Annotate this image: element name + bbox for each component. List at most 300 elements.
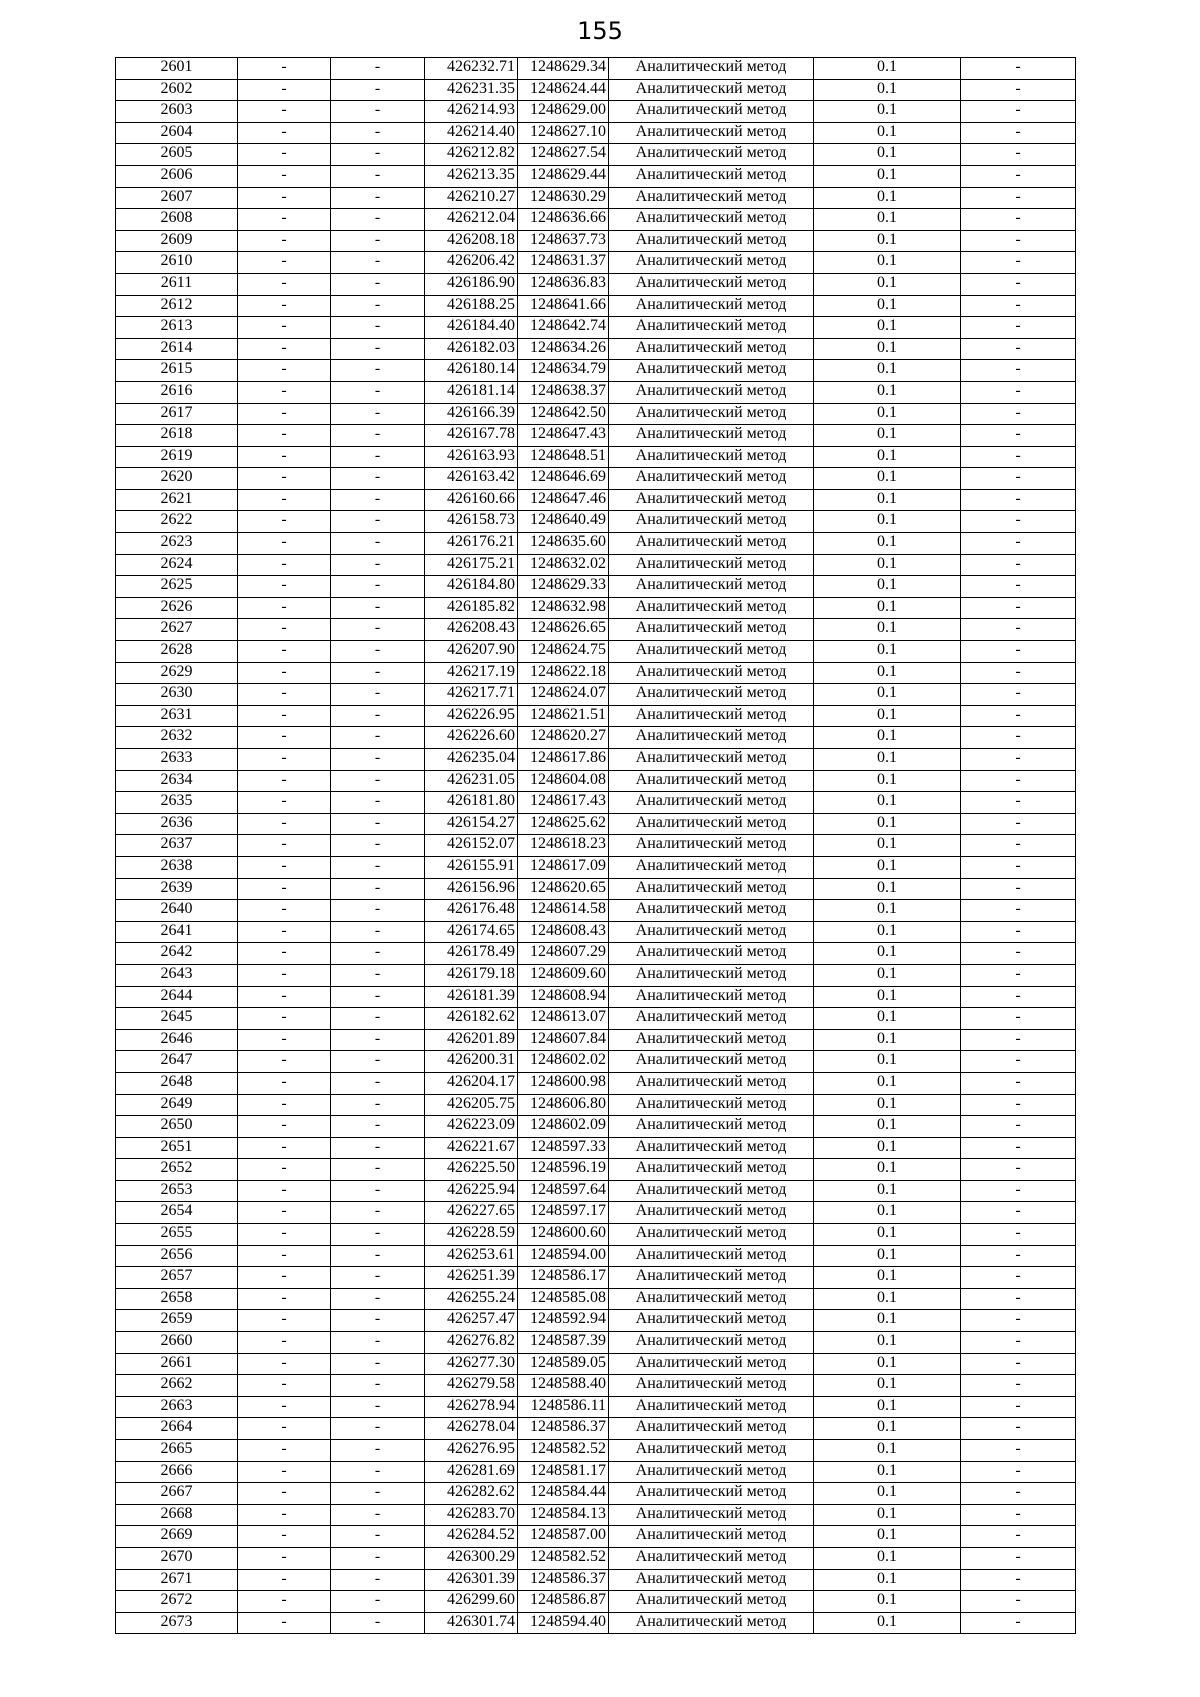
note-cell: - bbox=[961, 468, 1076, 490]
empty-value-cell: - bbox=[331, 1180, 425, 1202]
accuracy-cell: 0.1 bbox=[814, 1483, 961, 1505]
point-number-cell: 2614 bbox=[116, 338, 238, 360]
empty-value-cell: - bbox=[331, 684, 425, 706]
accuracy-cell: 0.1 bbox=[814, 1051, 961, 1073]
empty-value-cell: - bbox=[238, 1224, 331, 1246]
x-coordinate-cell: 426163.42 bbox=[425, 468, 518, 490]
table-row bbox=[116, 1072, 1076, 1094]
x-coordinate-cell: 426212.82 bbox=[425, 144, 518, 166]
method-cell: Аналитический метод bbox=[609, 1224, 814, 1246]
x-coordinate-cell: 426180.14 bbox=[425, 360, 518, 382]
point-number-cell: 2620 bbox=[116, 468, 238, 490]
note-cell: - bbox=[961, 1159, 1076, 1181]
method-cell: Аналитический метод bbox=[609, 856, 814, 878]
table-row bbox=[116, 813, 1076, 835]
empty-value-cell: - bbox=[238, 597, 331, 619]
x-coordinate-cell: 426277.30 bbox=[425, 1353, 518, 1375]
x-coordinate-cell: 426184.40 bbox=[425, 317, 518, 339]
accuracy-cell: 0.1 bbox=[814, 252, 961, 274]
point-number-cell: 2645 bbox=[116, 1008, 238, 1030]
x-coordinate-cell: 426255.24 bbox=[425, 1288, 518, 1310]
x-coordinate-cell: 426204.17 bbox=[425, 1072, 518, 1094]
table-row bbox=[116, 1310, 1076, 1332]
y-coordinate-cell: 1248608.94 bbox=[518, 986, 609, 1008]
empty-value-cell: - bbox=[238, 360, 331, 382]
empty-value-cell: - bbox=[331, 641, 425, 663]
method-cell: Аналитический метод bbox=[609, 1375, 814, 1397]
x-coordinate-cell: 426217.71 bbox=[425, 684, 518, 706]
table-row bbox=[116, 1418, 1076, 1440]
note-cell: - bbox=[961, 338, 1076, 360]
table-row bbox=[116, 1094, 1076, 1116]
empty-value-cell: - bbox=[331, 1353, 425, 1375]
note-cell: - bbox=[961, 1332, 1076, 1354]
empty-value-cell: - bbox=[238, 187, 331, 209]
empty-value-cell: - bbox=[238, 1440, 331, 1462]
note-cell: - bbox=[961, 1310, 1076, 1332]
empty-value-cell: - bbox=[238, 792, 331, 814]
accuracy-cell: 0.1 bbox=[814, 381, 961, 403]
empty-value-cell: - bbox=[331, 58, 425, 80]
y-coordinate-cell: 1248586.87 bbox=[518, 1591, 609, 1613]
accuracy-cell: 0.1 bbox=[814, 576, 961, 598]
table-row bbox=[116, 425, 1076, 447]
point-number-cell: 2630 bbox=[116, 684, 238, 706]
empty-value-cell: - bbox=[331, 101, 425, 123]
empty-value-cell: - bbox=[238, 489, 331, 511]
x-coordinate-cell: 426214.93 bbox=[425, 101, 518, 123]
empty-value-cell: - bbox=[238, 641, 331, 663]
empty-value-cell: - bbox=[238, 1029, 331, 1051]
empty-value-cell: - bbox=[238, 1591, 331, 1613]
point-number-cell: 2618 bbox=[116, 425, 238, 447]
empty-value-cell: - bbox=[331, 1116, 425, 1138]
y-coordinate-cell: 1248613.07 bbox=[518, 1008, 609, 1030]
method-cell: Аналитический метод bbox=[609, 1288, 814, 1310]
note-cell: - bbox=[961, 943, 1076, 965]
y-coordinate-cell: 1248596.19 bbox=[518, 1159, 609, 1181]
empty-value-cell: - bbox=[331, 921, 425, 943]
empty-value-cell: - bbox=[331, 770, 425, 792]
accuracy-cell: 0.1 bbox=[814, 511, 961, 533]
empty-value-cell: - bbox=[331, 273, 425, 295]
y-coordinate-cell: 1248587.39 bbox=[518, 1332, 609, 1354]
empty-value-cell: - bbox=[238, 1547, 331, 1569]
empty-value-cell: - bbox=[331, 597, 425, 619]
empty-value-cell: - bbox=[238, 1504, 331, 1526]
empty-value-cell: - bbox=[331, 122, 425, 144]
empty-value-cell: - bbox=[238, 770, 331, 792]
empty-value-cell: - bbox=[238, 813, 331, 835]
note-cell: - bbox=[961, 705, 1076, 727]
note-cell: - bbox=[961, 79, 1076, 101]
table-row bbox=[116, 338, 1076, 360]
empty-value-cell: - bbox=[331, 1547, 425, 1569]
y-coordinate-cell: 1248631.37 bbox=[518, 252, 609, 274]
y-coordinate-cell: 1248648.51 bbox=[518, 446, 609, 468]
note-cell: - bbox=[961, 381, 1076, 403]
table-row bbox=[116, 209, 1076, 231]
accuracy-cell: 0.1 bbox=[814, 964, 961, 986]
empty-value-cell: - bbox=[331, 619, 425, 641]
x-coordinate-cell: 426213.35 bbox=[425, 165, 518, 187]
note-cell: - bbox=[961, 1094, 1076, 1116]
note-cell: - bbox=[961, 792, 1076, 814]
point-number-cell: 2622 bbox=[116, 511, 238, 533]
y-coordinate-cell: 1248632.98 bbox=[518, 597, 609, 619]
y-coordinate-cell: 1248637.73 bbox=[518, 230, 609, 252]
method-cell: Аналитический метод bbox=[609, 273, 814, 295]
table-row bbox=[116, 403, 1076, 425]
y-coordinate-cell: 1248634.26 bbox=[518, 338, 609, 360]
x-coordinate-cell: 426176.21 bbox=[425, 533, 518, 555]
table-row bbox=[116, 1396, 1076, 1418]
accuracy-cell: 0.1 bbox=[814, 230, 961, 252]
empty-value-cell: - bbox=[238, 511, 331, 533]
table-row bbox=[116, 1483, 1076, 1505]
empty-value-cell: - bbox=[238, 1569, 331, 1591]
method-cell: Аналитический метод bbox=[609, 317, 814, 339]
empty-value-cell: - bbox=[331, 79, 425, 101]
accuracy-cell: 0.1 bbox=[814, 1418, 961, 1440]
empty-value-cell: - bbox=[331, 360, 425, 382]
x-coordinate-cell: 426181.14 bbox=[425, 381, 518, 403]
table-row bbox=[116, 1202, 1076, 1224]
method-cell: Аналитический метод bbox=[609, 835, 814, 857]
point-number-cell: 2604 bbox=[116, 122, 238, 144]
method-cell: Аналитический метод bbox=[609, 986, 814, 1008]
note-cell: - bbox=[961, 597, 1076, 619]
note-cell: - bbox=[961, 101, 1076, 123]
y-coordinate-cell: 1248597.64 bbox=[518, 1180, 609, 1202]
method-cell: Аналитический метод bbox=[609, 1504, 814, 1526]
empty-value-cell: - bbox=[331, 878, 425, 900]
empty-value-cell: - bbox=[238, 1072, 331, 1094]
y-coordinate-cell: 1248586.17 bbox=[518, 1267, 609, 1289]
empty-value-cell: - bbox=[331, 943, 425, 965]
table-row bbox=[116, 1008, 1076, 1030]
table-row bbox=[116, 1051, 1076, 1073]
method-cell: Аналитический метод bbox=[609, 511, 814, 533]
empty-value-cell: - bbox=[331, 165, 425, 187]
table-row bbox=[116, 1288, 1076, 1310]
empty-value-cell: - bbox=[238, 381, 331, 403]
x-coordinate-cell: 426282.62 bbox=[425, 1483, 518, 1505]
method-cell: Аналитический метод bbox=[609, 489, 814, 511]
empty-value-cell: - bbox=[331, 1159, 425, 1181]
empty-value-cell: - bbox=[238, 727, 331, 749]
empty-value-cell: - bbox=[238, 79, 331, 101]
table-row bbox=[116, 1116, 1076, 1138]
x-coordinate-cell: 426208.43 bbox=[425, 619, 518, 641]
y-coordinate-cell: 1248627.54 bbox=[518, 144, 609, 166]
accuracy-cell: 0.1 bbox=[814, 1288, 961, 1310]
y-coordinate-cell: 1248607.29 bbox=[518, 943, 609, 965]
table-row bbox=[116, 835, 1076, 857]
note-cell: - bbox=[961, 1180, 1076, 1202]
empty-value-cell: - bbox=[238, 1137, 331, 1159]
accuracy-cell: 0.1 bbox=[814, 900, 961, 922]
y-coordinate-cell: 1248622.18 bbox=[518, 662, 609, 684]
empty-value-cell: - bbox=[238, 856, 331, 878]
x-coordinate-cell: 426278.04 bbox=[425, 1418, 518, 1440]
empty-value-cell: - bbox=[331, 1245, 425, 1267]
y-coordinate-cell: 1248584.13 bbox=[518, 1504, 609, 1526]
table-row bbox=[116, 597, 1076, 619]
empty-value-cell: - bbox=[238, 554, 331, 576]
empty-value-cell: - bbox=[331, 1137, 425, 1159]
note-cell: - bbox=[961, 1224, 1076, 1246]
y-coordinate-cell: 1248592.94 bbox=[518, 1310, 609, 1332]
method-cell: Аналитический метод bbox=[609, 1461, 814, 1483]
accuracy-cell: 0.1 bbox=[814, 1461, 961, 1483]
x-coordinate-cell: 426301.74 bbox=[425, 1612, 518, 1634]
point-number-cell: 2647 bbox=[116, 1051, 238, 1073]
note-cell: - bbox=[961, 317, 1076, 339]
note-cell: - bbox=[961, 813, 1076, 835]
accuracy-cell: 0.1 bbox=[814, 144, 961, 166]
method-cell: Аналитический метод bbox=[609, 964, 814, 986]
point-number-cell: 2644 bbox=[116, 986, 238, 1008]
method-cell: Аналитический метод bbox=[609, 1332, 814, 1354]
point-number-cell: 2610 bbox=[116, 252, 238, 274]
table-row bbox=[116, 986, 1076, 1008]
y-coordinate-cell: 1248594.40 bbox=[518, 1612, 609, 1634]
empty-value-cell: - bbox=[238, 662, 331, 684]
empty-value-cell: - bbox=[238, 1267, 331, 1289]
y-coordinate-cell: 1248635.60 bbox=[518, 533, 609, 555]
x-coordinate-cell: 426178.49 bbox=[425, 943, 518, 965]
accuracy-cell: 0.1 bbox=[814, 58, 961, 80]
accuracy-cell: 0.1 bbox=[814, 360, 961, 382]
note-cell: - bbox=[961, 1440, 1076, 1462]
empty-value-cell: - bbox=[331, 835, 425, 857]
method-cell: Аналитический метод bbox=[609, 1245, 814, 1267]
accuracy-cell: 0.1 bbox=[814, 1310, 961, 1332]
table-row bbox=[116, 122, 1076, 144]
note-cell: - bbox=[961, 489, 1076, 511]
y-coordinate-cell: 1248585.08 bbox=[518, 1288, 609, 1310]
point-number-cell: 2621 bbox=[116, 489, 238, 511]
note-cell: - bbox=[961, 900, 1076, 922]
accuracy-cell: 0.1 bbox=[814, 533, 961, 555]
y-coordinate-cell: 1248582.52 bbox=[518, 1547, 609, 1569]
y-coordinate-cell: 1248625.62 bbox=[518, 813, 609, 835]
note-cell: - bbox=[961, 1267, 1076, 1289]
x-coordinate-cell: 426207.90 bbox=[425, 641, 518, 663]
point-number-cell: 2667 bbox=[116, 1483, 238, 1505]
point-number-cell: 2616 bbox=[116, 381, 238, 403]
method-cell: Аналитический метод bbox=[609, 209, 814, 231]
accuracy-cell: 0.1 bbox=[814, 468, 961, 490]
y-coordinate-cell: 1248629.44 bbox=[518, 165, 609, 187]
empty-value-cell: - bbox=[331, 749, 425, 771]
note-cell: - bbox=[961, 209, 1076, 231]
y-coordinate-cell: 1248587.00 bbox=[518, 1526, 609, 1548]
x-coordinate-cell: 426158.73 bbox=[425, 511, 518, 533]
method-cell: Аналитический метод bbox=[609, 1591, 814, 1613]
note-cell: - bbox=[961, 360, 1076, 382]
x-coordinate-cell: 426175.21 bbox=[425, 554, 518, 576]
method-cell: Аналитический метод bbox=[609, 1267, 814, 1289]
table-row bbox=[116, 295, 1076, 317]
point-number-cell: 2641 bbox=[116, 921, 238, 943]
accuracy-cell: 0.1 bbox=[814, 1072, 961, 1094]
accuracy-cell: 0.1 bbox=[814, 1029, 961, 1051]
y-coordinate-cell: 1248581.17 bbox=[518, 1461, 609, 1483]
point-number-cell: 2654 bbox=[116, 1202, 238, 1224]
empty-value-cell: - bbox=[331, 489, 425, 511]
empty-value-cell: - bbox=[331, 1569, 425, 1591]
accuracy-cell: 0.1 bbox=[814, 792, 961, 814]
empty-value-cell: - bbox=[238, 749, 331, 771]
x-coordinate-cell: 426276.95 bbox=[425, 1440, 518, 1462]
table-row bbox=[116, 641, 1076, 663]
point-number-cell: 2625 bbox=[116, 576, 238, 598]
point-number-cell: 2624 bbox=[116, 554, 238, 576]
empty-value-cell: - bbox=[238, 1288, 331, 1310]
x-coordinate-cell: 426188.25 bbox=[425, 295, 518, 317]
point-number-cell: 2662 bbox=[116, 1375, 238, 1397]
method-cell: Аналитический метод bbox=[609, 1094, 814, 1116]
empty-value-cell: - bbox=[238, 165, 331, 187]
y-coordinate-cell: 1248620.27 bbox=[518, 727, 609, 749]
y-coordinate-cell: 1248629.00 bbox=[518, 101, 609, 123]
empty-value-cell: - bbox=[238, 317, 331, 339]
method-cell: Аналитический метод bbox=[609, 921, 814, 943]
method-cell: Аналитический метод bbox=[609, 943, 814, 965]
empty-value-cell: - bbox=[331, 446, 425, 468]
point-number-cell: 2612 bbox=[116, 295, 238, 317]
x-coordinate-cell: 426179.18 bbox=[425, 964, 518, 986]
point-number-cell: 2640 bbox=[116, 900, 238, 922]
accuracy-cell: 0.1 bbox=[814, 1504, 961, 1526]
y-coordinate-cell: 1248600.60 bbox=[518, 1224, 609, 1246]
accuracy-cell: 0.1 bbox=[814, 446, 961, 468]
method-cell: Аналитический метод bbox=[609, 101, 814, 123]
point-number-cell: 2632 bbox=[116, 727, 238, 749]
empty-value-cell: - bbox=[238, 835, 331, 857]
note-cell: - bbox=[961, 1116, 1076, 1138]
method-cell: Аналитический метод bbox=[609, 576, 814, 598]
x-coordinate-cell: 426301.39 bbox=[425, 1569, 518, 1591]
accuracy-cell: 0.1 bbox=[814, 705, 961, 727]
method-cell: Аналитический метод bbox=[609, 1418, 814, 1440]
method-cell: Аналитический метод bbox=[609, 468, 814, 490]
note-cell: - bbox=[961, 187, 1076, 209]
table-row bbox=[116, 684, 1076, 706]
empty-value-cell: - bbox=[238, 1483, 331, 1505]
x-coordinate-cell: 426200.31 bbox=[425, 1051, 518, 1073]
x-coordinate-cell: 426184.80 bbox=[425, 576, 518, 598]
note-cell: - bbox=[961, 1461, 1076, 1483]
accuracy-cell: 0.1 bbox=[814, 101, 961, 123]
method-cell: Аналитический метод bbox=[609, 58, 814, 80]
point-number-cell: 2672 bbox=[116, 1591, 238, 1613]
accuracy-cell: 0.1 bbox=[814, 1137, 961, 1159]
method-cell: Аналитический метод bbox=[609, 1483, 814, 1505]
x-coordinate-cell: 426163.93 bbox=[425, 446, 518, 468]
x-coordinate-cell: 426160.66 bbox=[425, 489, 518, 511]
point-number-cell: 2673 bbox=[116, 1612, 238, 1634]
y-coordinate-cell: 1248617.86 bbox=[518, 749, 609, 771]
empty-value-cell: - bbox=[331, 381, 425, 403]
empty-value-cell: - bbox=[238, 252, 331, 274]
y-coordinate-cell: 1248618.23 bbox=[518, 835, 609, 857]
empty-value-cell: - bbox=[331, 425, 425, 447]
empty-value-cell: - bbox=[331, 900, 425, 922]
point-number-cell: 2665 bbox=[116, 1440, 238, 1462]
method-cell: Аналитический метод bbox=[609, 1072, 814, 1094]
y-coordinate-cell: 1248588.40 bbox=[518, 1375, 609, 1397]
method-cell: Аналитический метод bbox=[609, 641, 814, 663]
note-cell: - bbox=[961, 446, 1076, 468]
point-number-cell: 2639 bbox=[116, 878, 238, 900]
y-coordinate-cell: 1248589.05 bbox=[518, 1353, 609, 1375]
empty-value-cell: - bbox=[238, 58, 331, 80]
empty-value-cell: - bbox=[238, 1332, 331, 1354]
y-coordinate-cell: 1248647.43 bbox=[518, 425, 609, 447]
empty-value-cell: - bbox=[238, 1116, 331, 1138]
empty-value-cell: - bbox=[238, 209, 331, 231]
empty-value-cell: - bbox=[238, 1008, 331, 1030]
table-row bbox=[116, 317, 1076, 339]
empty-value-cell: - bbox=[238, 1375, 331, 1397]
x-coordinate-cell: 426154.27 bbox=[425, 813, 518, 835]
x-coordinate-cell: 426231.35 bbox=[425, 79, 518, 101]
table-row bbox=[116, 1526, 1076, 1548]
table-row bbox=[116, 662, 1076, 684]
note-cell: - bbox=[961, 122, 1076, 144]
table-row bbox=[116, 1224, 1076, 1246]
point-number-cell: 2623 bbox=[116, 533, 238, 555]
note-cell: - bbox=[961, 641, 1076, 663]
x-coordinate-cell: 426226.95 bbox=[425, 705, 518, 727]
table-row bbox=[116, 1029, 1076, 1051]
table-row bbox=[116, 576, 1076, 598]
table-row bbox=[116, 1375, 1076, 1397]
point-number-cell: 2666 bbox=[116, 1461, 238, 1483]
note-cell: - bbox=[961, 878, 1076, 900]
method-cell: Аналитический метод bbox=[609, 360, 814, 382]
point-number-cell: 2646 bbox=[116, 1029, 238, 1051]
empty-value-cell: - bbox=[331, 468, 425, 490]
y-coordinate-cell: 1248609.60 bbox=[518, 964, 609, 986]
table-row bbox=[116, 878, 1076, 900]
table-row bbox=[116, 1547, 1076, 1569]
note-cell: - bbox=[961, 533, 1076, 555]
note-cell: - bbox=[961, 1396, 1076, 1418]
y-coordinate-cell: 1248629.33 bbox=[518, 576, 609, 598]
table-row bbox=[116, 1332, 1076, 1354]
point-number-cell: 2642 bbox=[116, 943, 238, 965]
empty-value-cell: - bbox=[331, 1440, 425, 1462]
method-cell: Аналитический метод bbox=[609, 1137, 814, 1159]
x-coordinate-cell: 426201.89 bbox=[425, 1029, 518, 1051]
x-coordinate-cell: 426152.07 bbox=[425, 835, 518, 857]
empty-value-cell: - bbox=[331, 317, 425, 339]
accuracy-cell: 0.1 bbox=[814, 662, 961, 684]
empty-value-cell: - bbox=[331, 1094, 425, 1116]
empty-value-cell: - bbox=[331, 230, 425, 252]
point-number-cell: 2636 bbox=[116, 813, 238, 835]
table-row bbox=[116, 1569, 1076, 1591]
y-coordinate-cell: 1248606.80 bbox=[518, 1094, 609, 1116]
accuracy-cell: 0.1 bbox=[814, 425, 961, 447]
note-cell: - bbox=[961, 144, 1076, 166]
point-number-cell: 2664 bbox=[116, 1418, 238, 1440]
x-coordinate-cell: 426278.94 bbox=[425, 1396, 518, 1418]
